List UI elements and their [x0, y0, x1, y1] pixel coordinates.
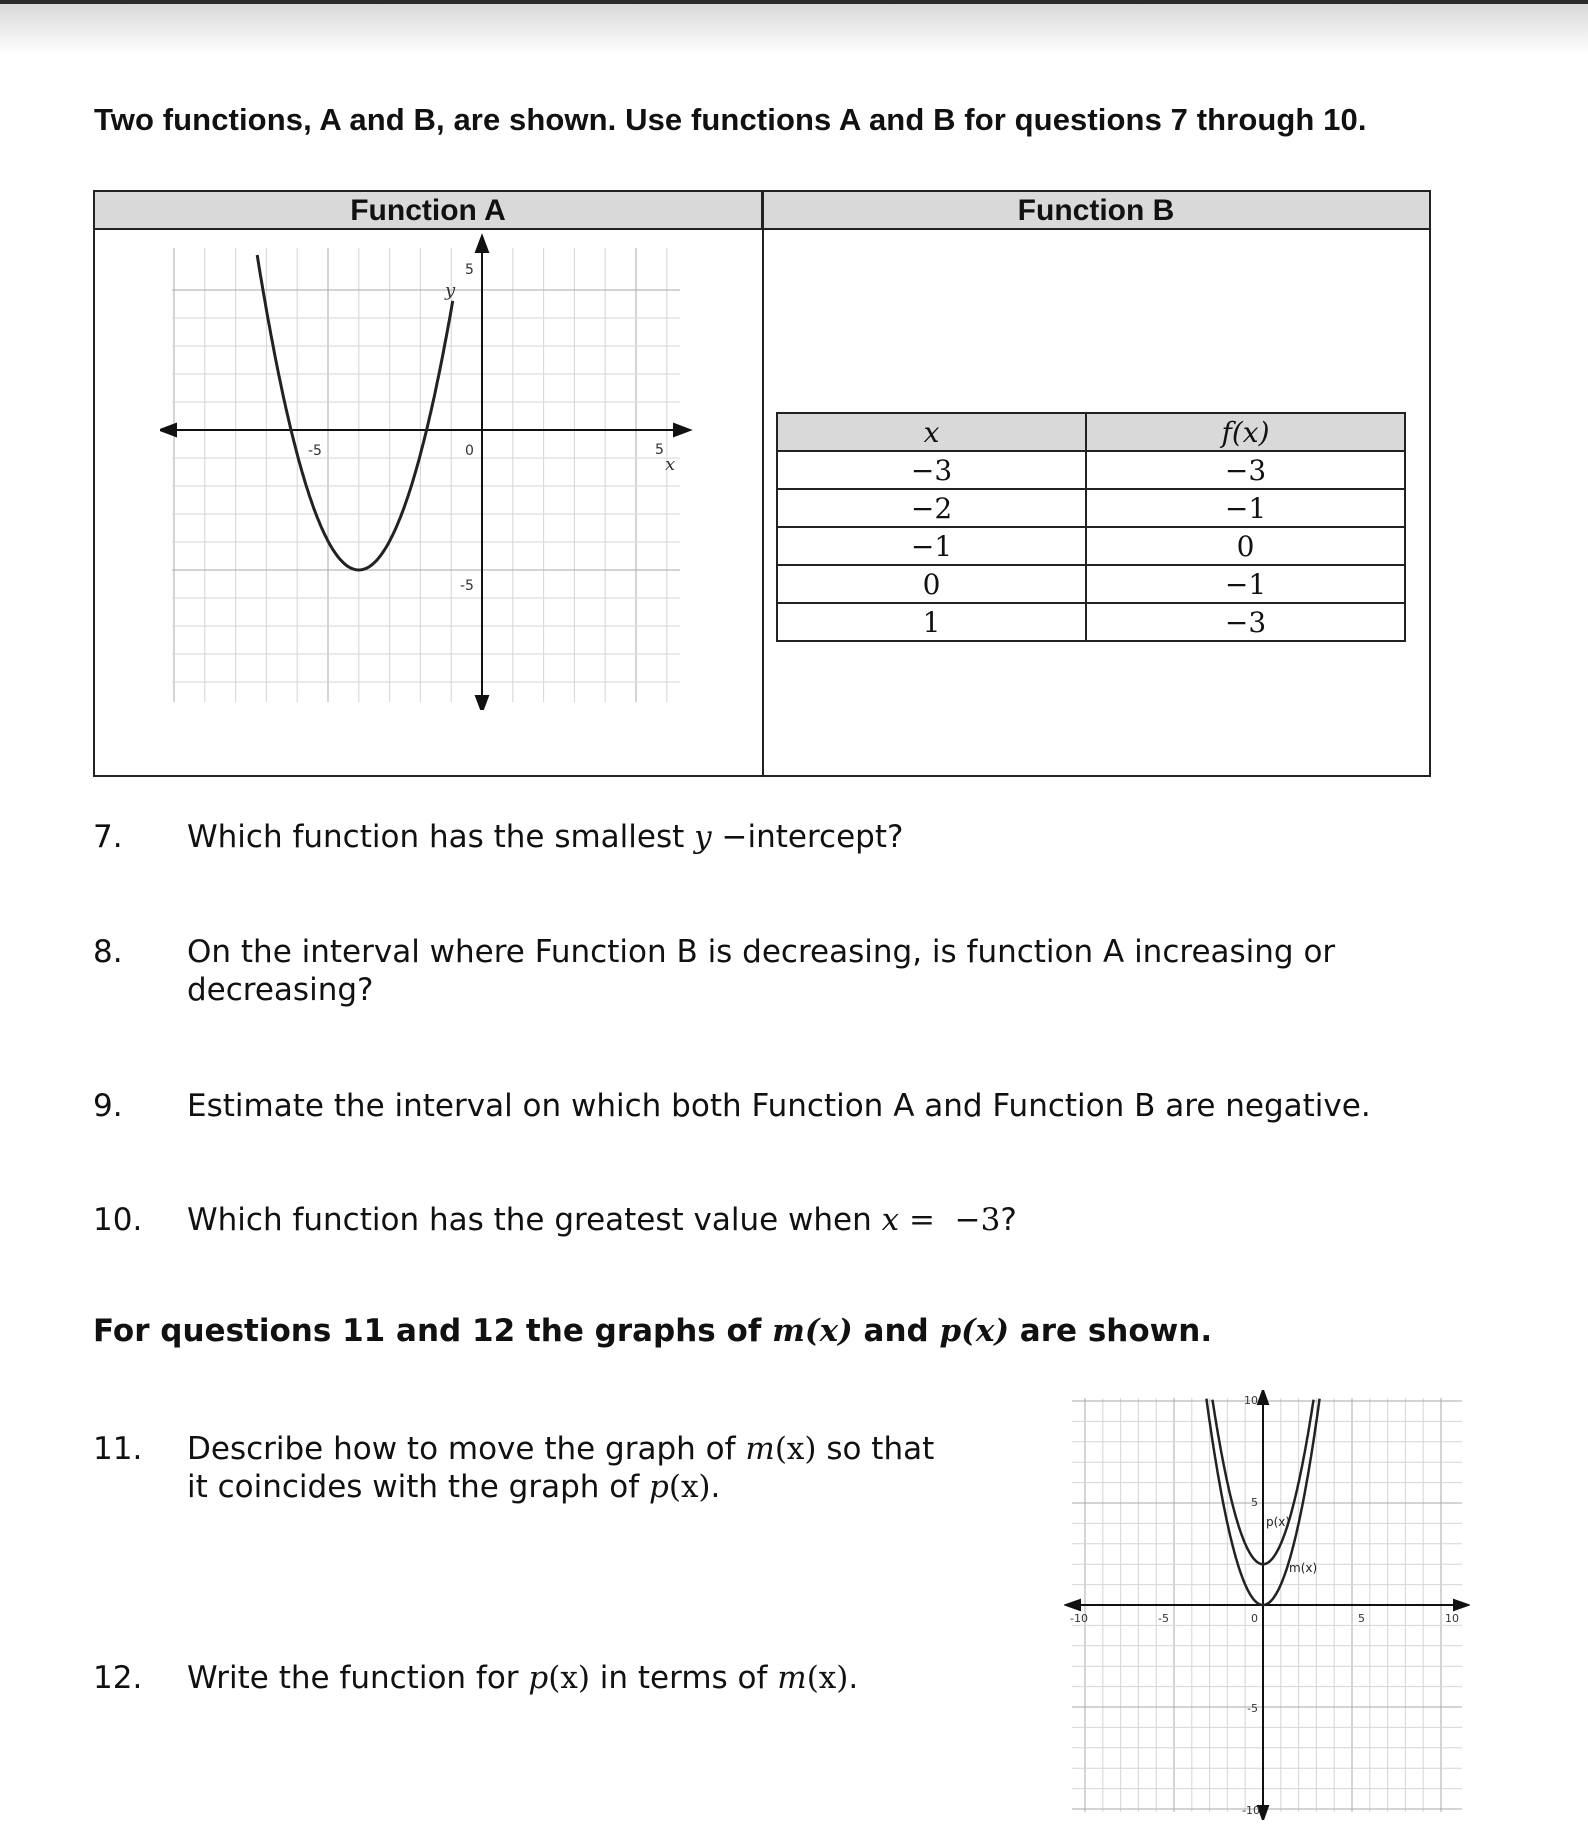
- tick-x-pos5: 5: [655, 442, 664, 458]
- math-p-of-x: p(x): [939, 1313, 1009, 1349]
- function-a-header: Function A: [95, 192, 763, 230]
- tick-origin: 0: [1251, 1612, 1258, 1625]
- question-text-part: .: [710, 1469, 721, 1505]
- y-axis-down-arrow: [476, 696, 488, 710]
- cell-x: 1: [777, 603, 1086, 641]
- question-number: 10.: [93, 1202, 143, 1238]
- question-text-part: −intercept?: [711, 819, 904, 855]
- function-a-grid: [172, 248, 680, 702]
- tick-y-pos10: 10: [1244, 1394, 1258, 1407]
- tick-y-neg10: -10: [1242, 1804, 1260, 1817]
- tick-origin: 0: [465, 443, 474, 459]
- question-text: [187, 1430, 934, 1506]
- section-2-heading: [93, 1313, 1212, 1349]
- tick-x-neg10: -10: [1070, 1612, 1088, 1625]
- m-p-graph: [1064, 1390, 1470, 1820]
- question-text: [187, 1201, 1017, 1239]
- table-header-row: [777, 413, 1405, 451]
- question-number: 12.: [93, 1660, 143, 1696]
- curve-label-m: m(x): [1289, 1561, 1318, 1575]
- cell-fx: −3: [1086, 603, 1405, 641]
- question-text-part: in terms of: [589, 1660, 778, 1696]
- math-variable: x: [881, 1202, 900, 1238]
- math-expression: = −3: [899, 1202, 1001, 1238]
- math-expression: (x): [548, 1660, 590, 1696]
- tick-y-neg5: -5: [1247, 1702, 1258, 1715]
- question-number: 11.: [93, 1431, 143, 1467]
- math-expression: (x): [806, 1660, 849, 1696]
- math-variable: p: [649, 1469, 669, 1505]
- function-a-graph: [160, 230, 705, 710]
- math-variable: y: [694, 819, 712, 855]
- question-text-part: ?: [1000, 1202, 1017, 1238]
- cell-x: −3: [777, 451, 1086, 489]
- question-text-line: decreasing?: [187, 972, 374, 1008]
- x-axis-right-arrow: [1454, 1600, 1468, 1610]
- column-divider: [762, 192, 764, 775]
- table-row: [777, 603, 1405, 641]
- tick-x-neg5: -5: [308, 443, 322, 459]
- math-expression: (x): [668, 1469, 711, 1505]
- intro-text: Two functions, A and B, are shown. Use functions A and B for questions 7 through 10.: [94, 102, 1367, 137]
- x-axis-left-arrow: [1066, 1600, 1080, 1610]
- table-row: [777, 565, 1405, 603]
- math-m-of-x: m(x): [772, 1313, 853, 1349]
- cell-x: 0: [777, 565, 1086, 603]
- question-number: 7.: [93, 819, 123, 855]
- y-axis-label: y: [445, 280, 456, 301]
- x-axis-right-arrow: [674, 424, 690, 436]
- tick-y-neg5: -5: [460, 578, 474, 594]
- question-text-part: Describe how to move the graph of: [187, 1431, 746, 1467]
- function-b-table: [776, 412, 1406, 642]
- curve-label-p: p(x): [1266, 1515, 1291, 1529]
- tick-y-pos5: 5: [1251, 1496, 1258, 1509]
- question-text-part: .: [848, 1660, 859, 1696]
- tick-y-pos5: 5: [465, 262, 474, 278]
- y-axis-up-arrow: [476, 236, 488, 252]
- header-fx: f(x): [1086, 413, 1405, 451]
- question-text-line: On the interval where Function B is decreasing, is function A increasing or: [187, 934, 1336, 970]
- question-text: Estimate the interval on which both Function A and Function B are negative.: [187, 1088, 1371, 1124]
- question-text-part: Write the function for: [187, 1660, 529, 1696]
- cell-fx: −1: [1086, 489, 1405, 527]
- question-number: 8.: [93, 934, 123, 970]
- header-x: x: [777, 413, 1086, 451]
- question-text-part: Which function has the smallest: [187, 819, 695, 855]
- cell-x: −1: [777, 527, 1086, 565]
- table-row: [777, 489, 1405, 527]
- cell-fx: −3: [1086, 451, 1405, 489]
- heading-text-part: For questions 11 and 12 the graphs of: [93, 1313, 773, 1349]
- x-axis-left-arrow: [160, 424, 176, 436]
- cell-fx: 0: [1086, 527, 1405, 565]
- question-text-part: so that: [816, 1431, 935, 1467]
- question-text: [187, 933, 1335, 1009]
- math-variable: p: [528, 1660, 549, 1696]
- tick-x-neg5: -5: [1158, 1612, 1169, 1625]
- heading-text-part: are shown.: [1009, 1313, 1213, 1349]
- cell-x: −2: [777, 489, 1086, 527]
- heading-text-part: and: [852, 1313, 940, 1349]
- table-row: [777, 527, 1405, 565]
- question-text-part: Which function has the greatest value when: [187, 1202, 882, 1238]
- y-axis-up-arrow: [1258, 1390, 1268, 1404]
- question-text: [187, 1659, 858, 1697]
- header-shadow: [0, 4, 1588, 54]
- question-text-part: it coincides with the graph of: [187, 1469, 649, 1505]
- tick-x-pos5: 5: [1358, 1612, 1365, 1625]
- question-number: 9.: [93, 1088, 123, 1124]
- math-variable: m: [745, 1431, 775, 1467]
- question-text: [187, 818, 903, 856]
- tick-x-pos10: 10: [1445, 1612, 1459, 1625]
- table-row: [777, 451, 1405, 489]
- cell-fx: −1: [1086, 565, 1405, 603]
- math-expression: (x): [774, 1431, 817, 1467]
- x-axis-label: x: [665, 454, 676, 475]
- math-variable: m: [777, 1660, 807, 1696]
- functions-table: [93, 190, 1431, 777]
- function-b-header: Function B: [763, 192, 1429, 230]
- function-a-curve: [257, 255, 453, 570]
